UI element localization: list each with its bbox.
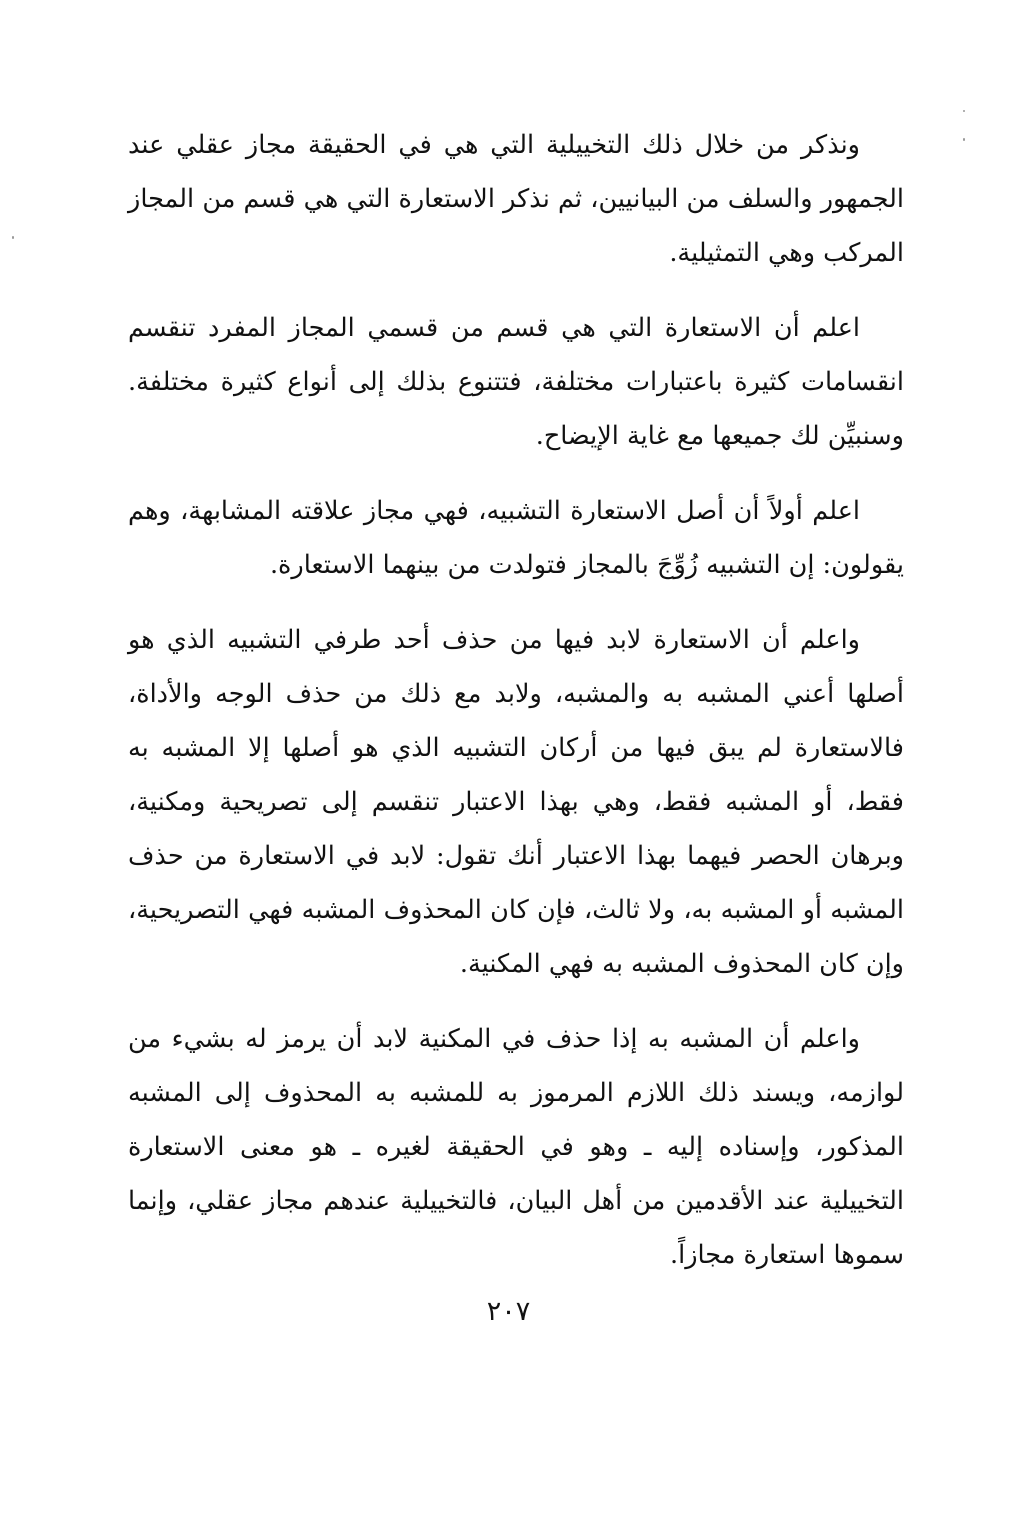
- paragraph-5: واعلم أن المشبه به إذا حذف في المكنية لابد أن يرمز له بشيء من لوازمه، ويسند ذلك اللازم المرموز به للمشبه به المحذوف إلى المشبه المذكور، وإسناده إليه ـ وهو في الحقيقة لغيره ـ هو معنى الاستعارة التخييلية عند الأقدمين من أهل البيان، فالتخييلية عندهم مجاز عقلي، وإنما سموها استعارة مجازاً.: [128, 1024, 904, 1270]
- paragraph-3: اعلم أولاً أن أصل الاستعارة التشبيه، فهي مجاز علاقته المشابهة، وهم يقولون: إن التشبيه زُوِّجَ بالمجاز فتولدت من بينهما الاستعارة.: [128, 496, 904, 580]
- paragraph-1: ونذكر من خلال ذلك التخييلية التي هي في الحقيقة مجاز عقلي عند الجمهور والسلف من البيانيين، ثم نذكر الاستعارة التي هي قسم من المجاز المركب وهي التمثيلية.: [128, 130, 904, 268]
- scan-speck-top-right-2: [963, 138, 965, 141]
- paragraph-2: اعلم أن الاستعارة التي هي قسم من قسمي المجاز المفرد تنقسم انقسامات كثيرة باعتبارات مختلفة، فتتنوع بذلك إلى أنواع كثيرة مختلفة. وسنبيِّن لك جميعها مع غاية الإيضاح.: [128, 313, 904, 451]
- scan-speck-left: [12, 236, 14, 239]
- page-number: ٢٠٧: [486, 1296, 531, 1327]
- scan-speck-top-right: [963, 110, 965, 112]
- page-body: [128, 118, 904, 1303]
- paragraph-4: واعلم أن الاستعارة لابد فيها من حذف أحد طرفي التشبيه الذي هو أصلها أعني المشبه به والمشبه، ولابد مع ذلك من حذف الوجه والأداة، فالاستعارة لم يبق فيها من أركان التشبيه الذي هو أصلها إلا المشبه به فقط، أو المشبه فقط، وهي بهذا الاعتبار تنقسم إلى تصريحية ومكنية، وبرهان الحصر فيهما بهذا الاعتبار أنك تقول: لابد في الاستعارة من حذف المشبه أو المشبه به، ولا ثالث، فإن كان المحذوف المشبه فهي التصريحية، وإن كان المحذوف المشبه به فهي المكنية.: [128, 625, 904, 979]
